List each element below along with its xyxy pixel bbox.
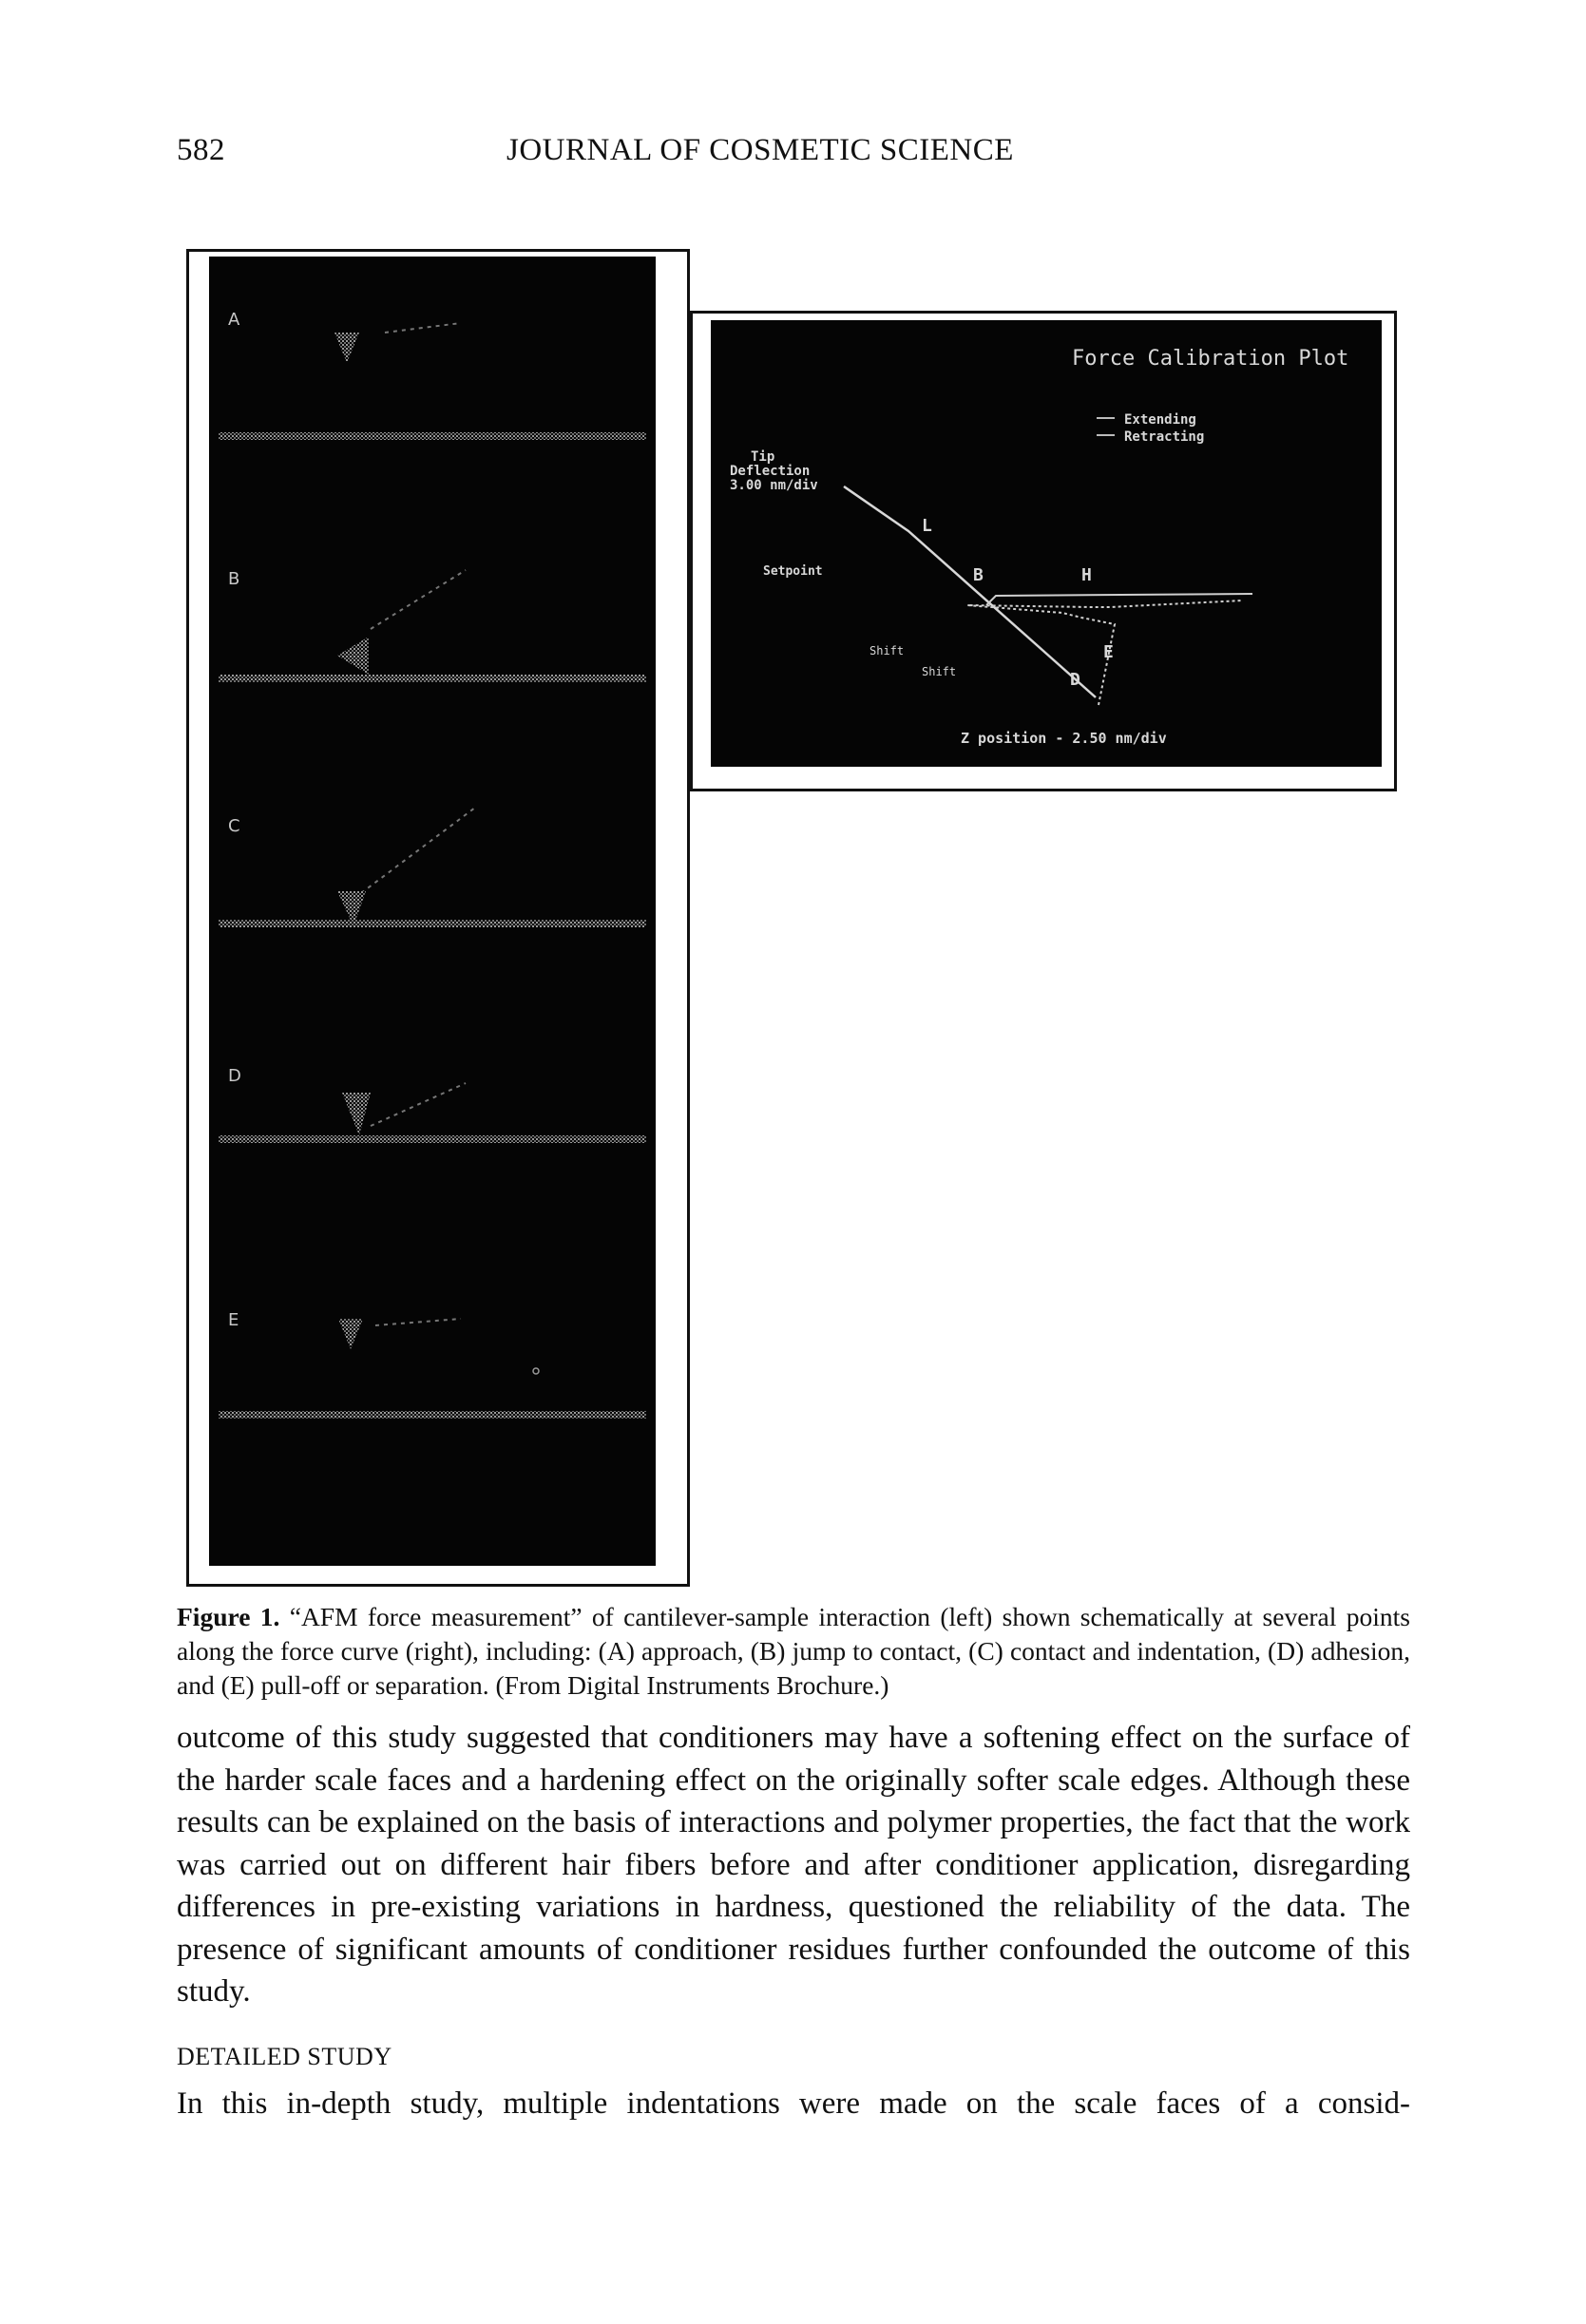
y-label-units: 3.00 nm/div [730, 478, 818, 493]
caption-text: “AFM force measurement” of cantilever-sample interaction (left) shown schematically at several points along the force curve (right), including: (A) approach, (B) jump to contact, (C) contact and indentation, (D) adhesion, and (E) pull-off or separation. (From Digital Instruments Brochure.) [177, 1602, 1410, 1700]
legend-extending: Extending [1124, 412, 1196, 428]
y-label-deflection: Deflection [730, 464, 811, 479]
journal-title: JOURNAL OF COSMETIC SCIENCE [506, 133, 1014, 167]
panel-e [219, 1319, 646, 1419]
sample-surface-b [219, 675, 646, 682]
shift-label-2: Shift [922, 665, 957, 678]
body-paragraph: outcome of this study suggested that conditioners may have a softening effect on the surface of the harder scale faces and a hardening effect on the originally softer scale edges. Although these results can be explained on the basis of interactions and polymer properties, the fact that the work was carried out on different hair fibers before and after conditioner application, disregarding differences in pre-existing variations in hardness, questioned the reliability of the data. The presence of significant amounts of conditioner residues further confounded the outcome of this study. [177, 1721, 1410, 2009]
section-heading: DETAILED STUDY [177, 2043, 392, 2070]
extending-curve [844, 486, 1096, 697]
tip-a [334, 333, 359, 363]
legend-retracting: Retracting [1124, 429, 1205, 445]
force-plot-svg [711, 320, 1382, 767]
plot-title: Force Calibration Plot [1072, 347, 1349, 371]
force-calibration-plot [711, 320, 1382, 767]
panel-label-a: A [228, 310, 240, 330]
sample-surface-c [219, 920, 646, 927]
page-header [0, 133, 1586, 175]
cantilever-schematic-panel [209, 257, 656, 1566]
point-label-h: H [1081, 565, 1092, 585]
point-label-l: L [922, 516, 932, 536]
panel-label-d: D [228, 1066, 241, 1086]
figure-caption [177, 1600, 1410, 1703]
panel-b [219, 570, 646, 682]
panel-a [219, 323, 646, 440]
point-label-b: B [973, 565, 984, 585]
tip-e [338, 1319, 363, 1349]
sample-surface-e [219, 1411, 646, 1419]
panel-label-c: C [228, 816, 240, 836]
sample-surface-d [219, 1135, 646, 1143]
panel-c [219, 808, 646, 927]
point-label-d: D [1070, 670, 1080, 690]
figure-label: Figure 1. [177, 1602, 280, 1631]
panel-label-b: B [228, 569, 240, 589]
x-axis-label: Z position - 2.50 nm/div [961, 730, 1167, 747]
tip-b [337, 637, 369, 675]
panel-label-e: E [228, 1310, 239, 1330]
y-label-tip: Tip [751, 449, 775, 465]
point-label-e: E [1103, 642, 1114, 662]
sample-surface-a [219, 432, 646, 440]
cantilever-schematic [209, 257, 656, 1566]
setpoint-label: Setpoint [763, 564, 823, 579]
page-number: 582 [177, 133, 225, 167]
shift-label-1: Shift [869, 644, 905, 657]
section-first-line: In this in-depth study, multiple indentations were made on the scale faces of a consid- [177, 2086, 1410, 2121]
baseline-line [986, 594, 1252, 605]
panel-d [219, 1083, 646, 1143]
tip-d [342, 1093, 371, 1135]
